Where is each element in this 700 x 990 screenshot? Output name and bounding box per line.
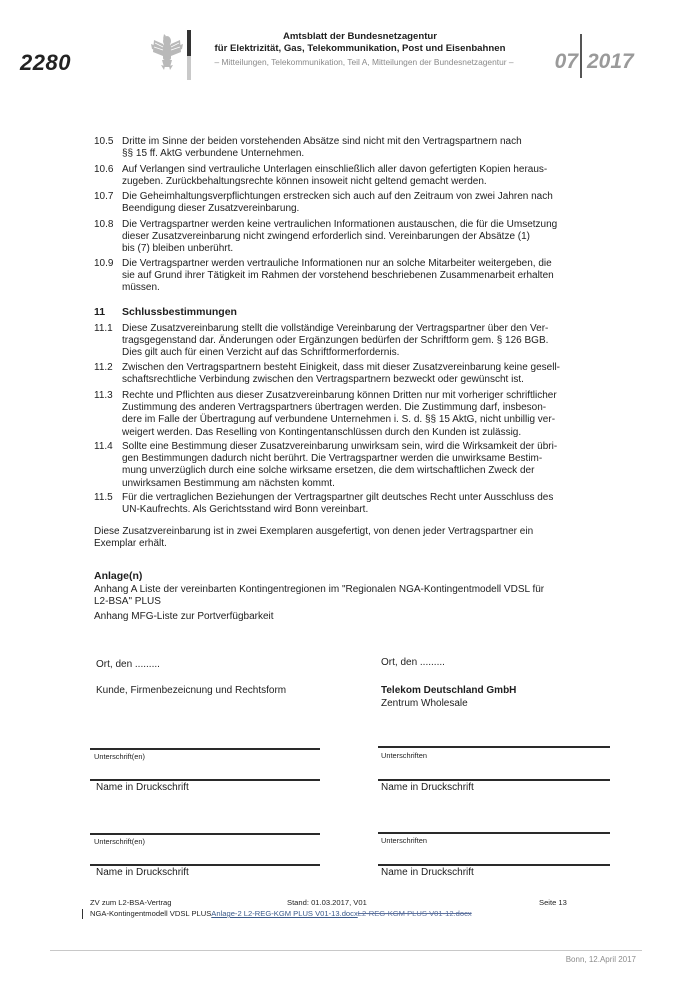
annex-a-line2: L2-BSA" PLUS: [94, 596, 161, 608]
issue-month: 07: [554, 50, 578, 73]
clause-line: Die Vertragspartner werden keine vertraulichen Informationen austauschen, die für die Umsetzung: [122, 219, 558, 230]
left-signature-label-2: Unterschrift(en): [94, 837, 145, 846]
journal-subtitle: – Mitteilungen, Telekommunikation, Teil A, Mitteilungen der Bundesnetzagentur –: [214, 57, 514, 67]
clause-line: schaftsrechtliche Verbindung zwischen den Vertragspartnern bezweckt oder gewünscht ist.: [122, 374, 524, 386]
footer-doc-link-old[interactable]: L2-REG-KGM PLUS V01-12.docx: [357, 909, 472, 918]
clause-line: §§ 15 ff. AktG verbundene Unternehmen.: [122, 148, 305, 160]
clause-number: 11.4: [94, 441, 113, 452]
clause-line: unwirksamen Bestimmung am nächsten kommt.: [122, 477, 335, 489]
right-name-label-2: Name in Druckschrift: [381, 867, 474, 878]
clause-number: 10.7: [94, 191, 114, 202]
clause-line: weigert werden. Das Reselling von Kontingentanschlüssen durch den Kunden ist zulässig.: [122, 426, 522, 438]
clause-number: 10.6: [94, 164, 114, 175]
clause-number: 10.9: [94, 258, 114, 269]
clause-line: dere im Falle der Übertragung auf verbundene Unternehmen i. S. d. §§ 15 AktG, nicht unbillig ver-: [122, 414, 556, 426]
issue-year: 2017: [587, 50, 634, 73]
clause-number: 11.1: [94, 323, 113, 334]
right-name-line-2: [378, 864, 610, 866]
clause-line: Dies gilt auch für einen Verzicht auf das Schriftformerfordernis.: [122, 347, 400, 359]
footer-doc-prefix: NGA-Kontingentmodell VDSL PLUS: [90, 909, 212, 918]
closing-line: Diese Zusatzvereinbarung ist in zwei Exemplaren ausgefertigt, von denen jeder Vertragspartner ein: [94, 526, 534, 537]
left-name-line-2: [90, 864, 320, 866]
footer-doc-name: [90, 909, 472, 918]
clause-number: 11.5: [94, 492, 113, 503]
annex-a-line1: Anhang A Liste der vereinbarten Kontingentregionen im "Regionalen NGA-Kontingentmodell VDSL für: [94, 584, 545, 595]
left-party: Kunde, Firmenbezeicnung und Rechtsform: [96, 685, 287, 696]
left-name-label-2: Name in Druckschrift: [96, 867, 189, 878]
clause-line: Die Geheimhaltungsverpflichtungen erstrecken sich auch auf den Zeitraum von zwei Jahren nach: [122, 191, 553, 202]
clause-number: 11.2: [94, 362, 113, 373]
clause-line: müssen.: [122, 282, 160, 294]
right-name-label-1: Name in Druckschrift: [381, 782, 474, 793]
clause-line: Die Vertragspartner werden vertrauliche Informationen nur an solche Mitarbeiter weitergeben, die: [122, 258, 552, 269]
clause-line: Sollte eine Bestimmung dieser Zusatzvereinbarung unwirksam sein, wird die Wirksamkeit der übri-: [122, 441, 558, 452]
right-place-date: Ort, den .........: [381, 657, 445, 668]
bottom-rule: [50, 950, 642, 951]
federal-eagle-icon: [150, 30, 184, 70]
clause-line: Beendigung dieser Zusatzvereinbarung.: [122, 203, 300, 215]
right-signature-label-1: Unterschriften: [381, 751, 428, 760]
clause-line: UN-Kaufrechts. Als Gerichtsstand wird Bonn vereinbart.: [122, 504, 369, 516]
clause-line: tragsgegenstand dar. Änderungen oder Ergänzungen bedürfen der Schriftform gem. § 126 BGB.: [122, 335, 549, 347]
right-signature-line-2: [378, 832, 610, 834]
clause-line: sie auf Grund ihrer Tätigkeit im Rahmen der vorstehend beschriebenen Zusammenarbeit erhalten: [122, 270, 554, 282]
page-number: 2280: [20, 50, 71, 75]
left-signature-line-2: [90, 833, 320, 835]
section-11-title: Schlussbestimmungen: [122, 306, 237, 318]
left-signature-line-1: [90, 748, 320, 750]
clause-line: Zwischen den Vertragspartnern besteht Einigkeit, dass mit dieser Zusatzvereinbarung keine gesell-: [122, 362, 561, 373]
clause-line: mung unverzüglich durch eine solche wirksame ersetzen, die dem wirtschaftlichen Zweck der: [122, 465, 535, 477]
left-name-label-1: Name in Druckschrift: [96, 782, 189, 793]
right-name-line-1: [378, 779, 610, 781]
journal-title-line1: Amtsblatt der Bundesnetzagentur: [282, 31, 438, 42]
clause-number: 10.8: [94, 219, 114, 230]
closing-paragraph: [94, 526, 596, 551]
left-place-date: Ort, den .........: [96, 659, 160, 670]
section-11-number: 11: [94, 306, 106, 318]
footer-doc-title: ZV zum L2-BSA-Vertrag: [90, 898, 172, 907]
right-party-sub: Zentrum Wholesale: [381, 698, 468, 709]
footer-doc-link-new[interactable]: Anlage-2 L2-REG-KGM PLUS V01-13.docx: [211, 909, 358, 918]
right-party: Telekom Deutschland GmbH: [381, 685, 517, 696]
clause-line: bis (7) bleiben unberührt.: [122, 243, 234, 255]
clause-line: dieser Zusatzvereinbarung nicht zwingend erforderlich sind. Vereinbarungen der Absätze (1): [122, 231, 531, 243]
journal-title-line2: für Elektrizität, Gas, Telekommunikation, Post und Eisenbahnen: [214, 42, 506, 54]
clause-line: Rechte und Pflichten aus dieser Zusatzvereinbarung können Dritten nur mit vorheriger schriftlicher: [122, 390, 557, 401]
annex-title: Anlage(n): [94, 570, 143, 582]
closing-line: Exemplar erhält.: [94, 538, 167, 550]
clause-line: Auf Verlangen sind vertrauliche Unterlagen einschließlich aller davon gefertigten Kopien heraus-: [122, 164, 548, 175]
footer-page: Seite 13: [539, 898, 567, 907]
clause-line: Für die vertraglichen Beziehungen der Vertragspartner gilt deutsches Recht unter Ausschluss des: [122, 492, 554, 503]
clause-number: 10.5: [94, 136, 114, 147]
right-signature-label-2: Unterschriften: [381, 836, 428, 845]
issue-divider: [580, 34, 582, 78]
clause-line: Dritte im Sinne der beiden vorstehenden Absätze sind nicht mit den Vertragspartnern nach: [122, 136, 522, 147]
right-signature-line-1: [378, 746, 610, 748]
left-signature-label-1: Unterschrift(en): [94, 752, 145, 761]
clause-line: gen Bestimmungen dadurch nicht berührt. Die Vertragspartner werden die unwirksame Bestim-: [122, 453, 543, 465]
journal-title: [200, 31, 520, 54]
clause-number: 11.3: [94, 390, 113, 401]
bottom-date: Bonn, 12.April 2017: [565, 955, 636, 964]
left-name-line-1: [90, 779, 320, 781]
header-divider: [187, 30, 191, 80]
annex-b: Anhang MFG-Liste zur Portverfügbarkeit: [94, 610, 274, 622]
annex-list: [94, 584, 596, 623]
clause-line: zugeben. Zurückbehaltungsrechte können insoweit nicht geltend gemacht werden.: [122, 176, 487, 188]
footer-divider: [82, 909, 83, 919]
clause-line: Diese Zusatzvereinbarung stellt die vollständige Vereinbarung der Vertragspartner über den Ver-: [122, 323, 549, 334]
footer-status: Stand: 01.03.2017, V01: [287, 898, 367, 907]
clause-line: Zustimmung des anderen Vertragspartners übertragen werden. Die Zustimmung darf, insbeson-: [122, 402, 547, 414]
